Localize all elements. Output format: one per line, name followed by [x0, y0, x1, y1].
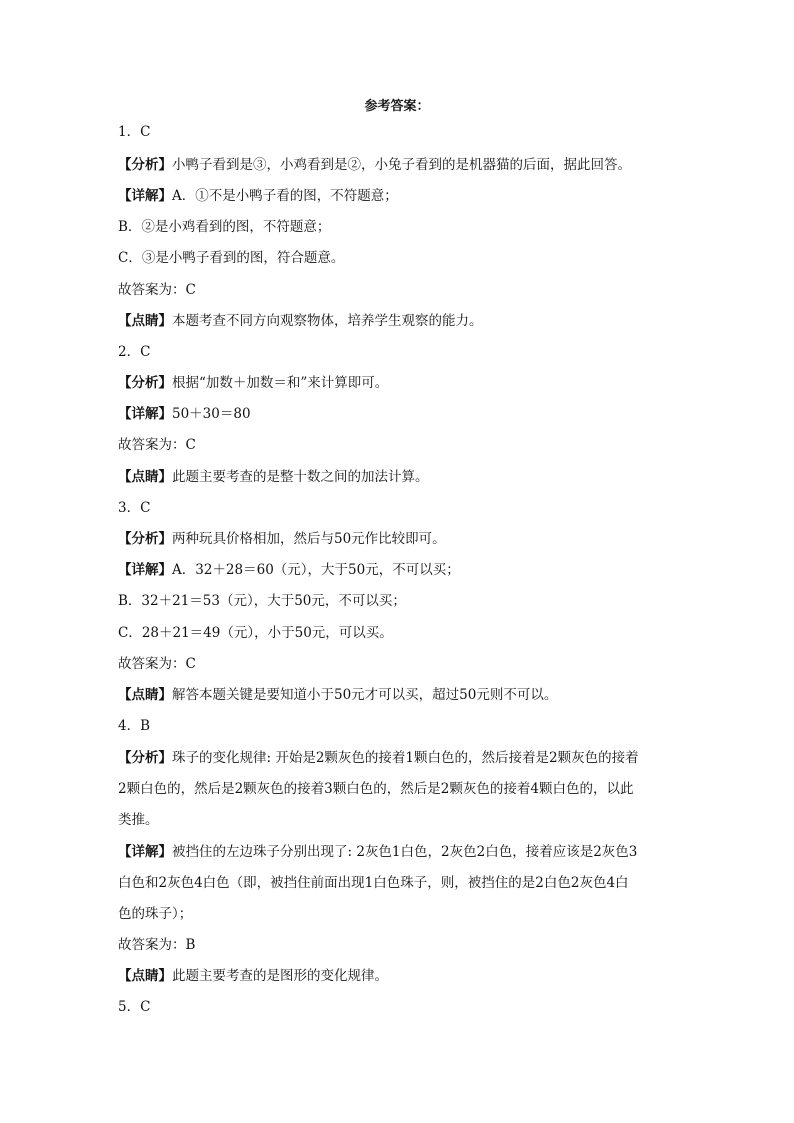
section-tag: 【点睛】 — [118, 968, 172, 984]
section-tag: 【分析】 — [118, 531, 172, 547]
line-text: C．③是小鸭子看到的图，符合题意。 — [118, 250, 345, 266]
line-text: 1．C — [118, 124, 151, 140]
line-text: 珠子的变化规律: 开始是2颗灰色的接着1颗白色的，然后接着是2颗灰色的接着 — [172, 750, 639, 766]
answer-line — [118, 779, 678, 799]
section-tag: 【分析】 — [118, 375, 172, 391]
answer-line — [118, 186, 678, 206]
answer-line — [118, 904, 678, 924]
line-text: 50＋30＝80 — [172, 406, 251, 422]
line-text: 类推。 — [118, 812, 159, 828]
section-tag: 【详解】 — [118, 188, 172, 204]
answer-line — [118, 873, 678, 893]
answer-line — [118, 467, 678, 487]
line-text: 故答案为：B — [118, 937, 196, 953]
section-tag: 【点睛】 — [118, 313, 172, 329]
answer-line — [118, 498, 678, 518]
line-text: 5．C — [118, 999, 151, 1015]
section-tag: 【详解】 — [118, 406, 172, 422]
answer-line — [118, 342, 678, 362]
answer-line — [118, 716, 678, 736]
line-text: 2颗白色的，然后是2颗灰色的接着3颗白色的，然后是2颗灰色的接着4颗白色的，以此 — [118, 781, 634, 797]
section-tag: 【点睛】 — [118, 687, 172, 703]
line-text: 色的珠子）； — [118, 906, 193, 922]
answer-line — [118, 280, 678, 300]
line-text: A．32＋28＝60（元），大于50元，不可以买； — [172, 562, 460, 578]
answer-line — [118, 685, 678, 705]
line-text: 小鸭子看到是③，小鸡看到是②，小兔子看到的是机器猫的后面，据此回答。 — [172, 157, 631, 173]
line-text: 故答案为：C — [118, 437, 196, 453]
answer-line — [118, 155, 678, 175]
answer-line — [118, 935, 678, 955]
line-text: 白色和2灰色4白色（即，被挡住前面出现1白色珠子，则，被挡住的是2白色2灰色4白 — [118, 875, 629, 891]
answer-line — [118, 529, 678, 549]
line-text: 解答本题关键是要知道小于50元才可以买，超过50元则不可以。 — [172, 687, 558, 703]
line-text: 此题主要考查的是图形的变化规律。 — [172, 968, 388, 984]
line-text: A．①不是小鸭子看的图，不符题意； — [172, 188, 398, 204]
line-text: B．32＋21＝53（元），大于50元，不可以买； — [118, 593, 406, 609]
answer-line — [118, 842, 678, 862]
line-text: 故答案为：C — [118, 656, 196, 672]
line-text: C．28＋21＝49（元），小于50元，可以买。 — [118, 625, 393, 641]
answer-line — [118, 560, 678, 580]
line-text: 此题主要考查的是整十数之间的加法计算。 — [172, 469, 429, 485]
page-title: 参考答案： — [364, 99, 430, 114]
answer-line — [118, 217, 678, 237]
section-tag: 【分析】 — [118, 157, 172, 173]
answer-line — [118, 122, 678, 142]
line-text: 4．B — [118, 718, 151, 734]
line-text: 本题考查不同方向观察物体，培养学生观察的能力。 — [172, 313, 483, 329]
answer-line — [118, 248, 678, 268]
answer-line — [118, 966, 678, 986]
answer-line — [118, 404, 678, 424]
answer-line — [118, 623, 678, 643]
answer-line — [118, 810, 678, 830]
line-text: 根据“加数＋加数＝和”来计算即可。 — [172, 375, 389, 391]
section-tag: 【详解】 — [118, 844, 172, 860]
line-text: 被挡住的左边珠子分别出现了: 2灰色1白色，2灰色2白色，接着应该是2灰色3 — [172, 844, 638, 860]
line-text: B．②是小鸡看到的图，不符题意； — [118, 219, 331, 235]
line-text: 故答案为：C — [118, 282, 196, 298]
line-text: 2．C — [118, 344, 151, 360]
section-tag: 【点睛】 — [118, 469, 172, 485]
section-tag: 【分析】 — [118, 750, 172, 766]
answer-line — [118, 654, 678, 674]
answer-line — [118, 997, 678, 1017]
answer-line — [118, 311, 678, 331]
answer-line — [118, 373, 678, 393]
line-text: 两种玩具价格相加，然后与50元作比较即可。 — [172, 531, 446, 547]
section-tag: 【详解】 — [118, 562, 172, 578]
line-text: 3．C — [118, 500, 151, 516]
answer-line — [118, 435, 678, 455]
answer-line — [118, 748, 678, 768]
answer-line — [118, 591, 678, 611]
